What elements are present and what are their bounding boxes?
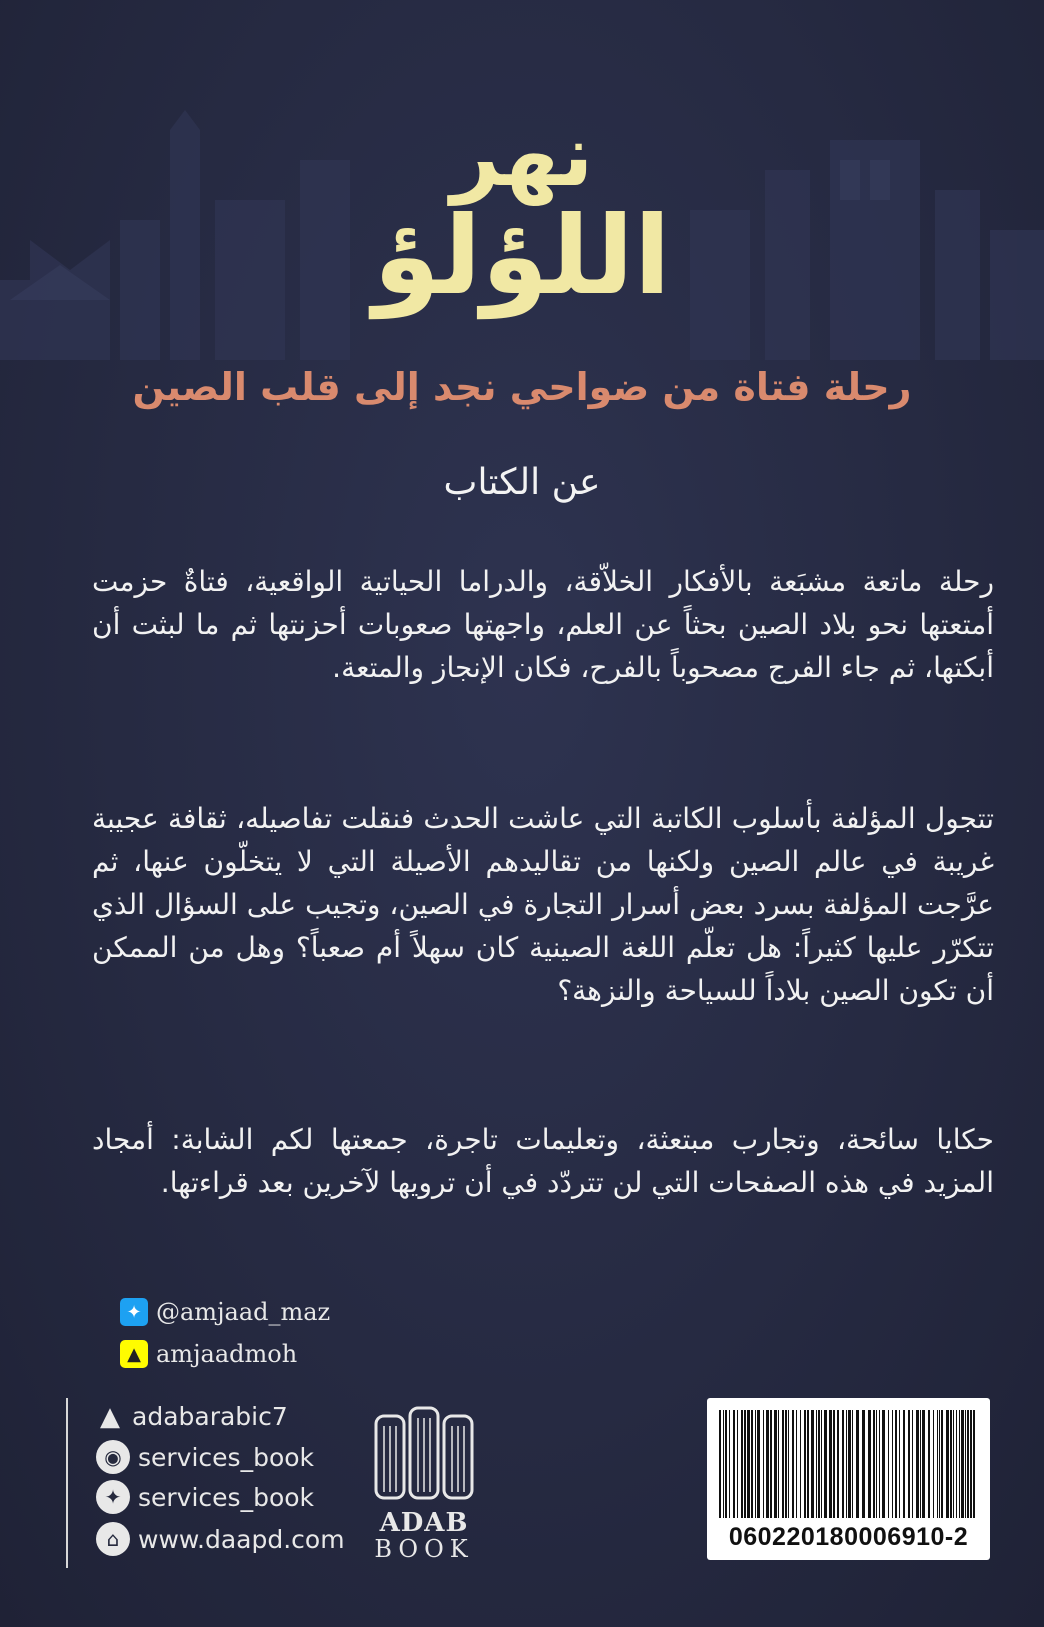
publisher-logo-name: ADAB: [379, 1508, 469, 1538]
author-snapchat[interactable]: [120, 1340, 297, 1368]
barcode-number: 060220180006910-2: [728, 1523, 969, 1551]
books-logo-icon: [372, 1402, 476, 1502]
home-icon: ⌂: [96, 1522, 130, 1556]
snapchat-icon: ▲: [100, 1401, 120, 1432]
divider-line: [66, 1398, 68, 1568]
barcode-bars: [719, 1410, 978, 1518]
blurb-paragraph-2: تتجول المؤلفة بأسلوب الكاتبة التي عاشت الحدث فنقلت تفاصيله، ثقافة عجيبة غريبة في عالم الصين ولكنها من تقاليدهم الأصيلة التي لا يتخلّون عنها، ثم عرَّجت المؤلفة بسرد بعض أسرار التجارة في الصين، وتجيب على السؤال الذي تتكرّر عليها كثيراً: هل تعلّم اللغة الصينية كان سهلاً أم صعباً؟ وهل من الممكن أن تكون الصين بلاداً للسياحة والنزهة؟: [92, 802, 994, 1007]
publisher-logo-sub: BOOK: [374, 1535, 474, 1563]
publisher-snapchat[interactable]: [96, 1402, 288, 1431]
twitter-icon: ✦: [96, 1480, 130, 1514]
publisher-website-url: www.daapd.com: [138, 1524, 345, 1554]
publisher-twitter-handle: services_book: [138, 1482, 315, 1512]
instagram-icon: ◉: [96, 1440, 130, 1474]
blurb-paragraph-1: رحلة ماتعة مشبَعة بالأفكار الخلاّقة، والدراما الحياتية الواقعية، فتاةٌ حزمت أمتعتها نحو بلاد الصين بحثاً عن العلم، واجهتها صعوبات أحزنتها ثم ما لبثت أن أبكتها، ثم جاء الفرج مصحوباً بالفرح، فكان الإنجاز والمتعة.: [92, 565, 994, 684]
book-subtitle: رحلة فتاة من ضواحي نجد إلى قلب الصين: [132, 365, 912, 409]
blurb-paragraph-3: حكايا سائحة، وتجارب مبتعثة، وتعليمات تاجرة، جمعتها لكم الشابة: أمجاد المزيد في هذه الصفحات التي لن تتردّد في أن ترويها لآخرين بعد قراءتها.: [92, 1123, 994, 1199]
author-twitter-handle: @amjaad_maz: [156, 1298, 331, 1326]
book-title-line-1: نهر: [450, 106, 594, 206]
book-title-line-2: اللؤلؤ: [373, 194, 671, 319]
publisher-snapchat-handle: adabarabic7: [132, 1402, 288, 1431]
snapchat-icon: ▲: [120, 1340, 148, 1368]
about-book-heading: عن الكتاب: [443, 462, 601, 503]
publisher-logo: [366, 1402, 482, 1572]
barcode: [707, 1398, 990, 1560]
publisher-instagram[interactable]: [96, 1440, 314, 1474]
publisher-instagram-handle: services_book: [138, 1442, 315, 1472]
publisher-twitter[interactable]: [96, 1480, 314, 1514]
twitter-icon: ✦: [120, 1298, 148, 1326]
book-title: [0, 106, 1044, 319]
publisher-website[interactable]: [96, 1522, 345, 1556]
author-twitter[interactable]: [120, 1298, 330, 1326]
author-snapchat-handle: amjaadmoh: [156, 1340, 298, 1368]
